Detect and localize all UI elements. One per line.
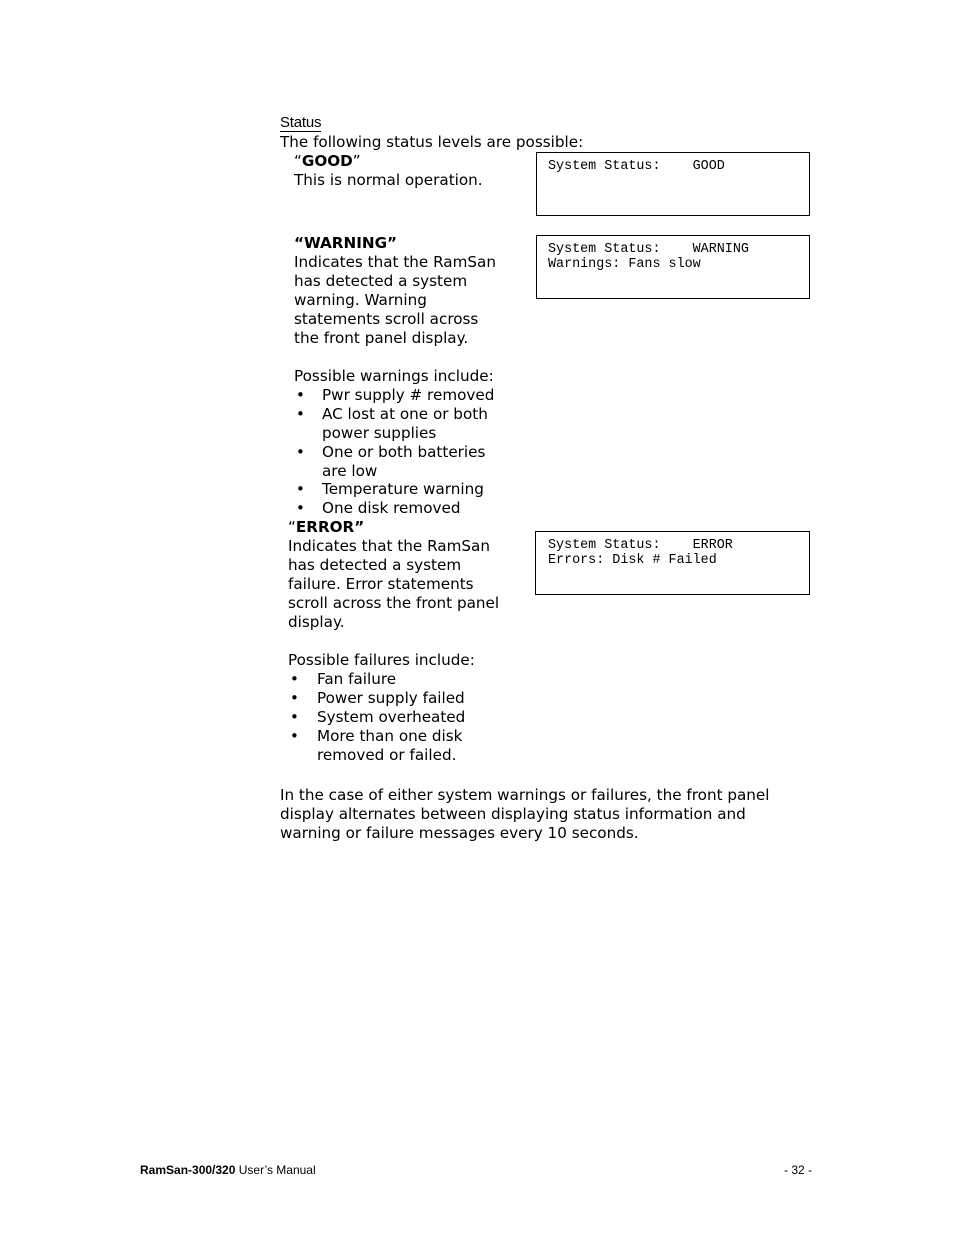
list-item: System overheated (317, 708, 466, 726)
bullet-icon: • (296, 443, 305, 461)
list-item-continuation: power supplies (322, 424, 437, 442)
warning-desc-line: Indicates that the RamSan (294, 253, 496, 271)
bullet-icon: • (290, 689, 299, 707)
warning-desc-line: warning. Warning (294, 291, 427, 309)
paragraph-line: In the case of either system warnings or failures, the front panel (280, 786, 770, 804)
paragraph-line: display alternates between displaying status information and (280, 805, 746, 823)
panel-line: System Status: WARNING (548, 242, 749, 257)
good-status-panel (536, 152, 810, 216)
error-desc-line: has detected a system (288, 556, 462, 574)
error-desc-line: failure. Error statements (288, 575, 474, 593)
bullet-icon: • (296, 480, 305, 498)
error-desc-line: Indicates that the RamSan (288, 537, 490, 555)
error-label: “ERROR” (288, 518, 365, 536)
page-number: - 32 - (784, 1163, 813, 1177)
warning-desc-line: the front panel display. (294, 329, 469, 347)
bullet-icon: • (290, 727, 299, 745)
bullet-icon: • (290, 708, 299, 726)
section-heading: Status (280, 114, 322, 131)
warning-label: “WARNING” (294, 234, 398, 252)
bullet-icon: • (296, 386, 305, 404)
error-desc-line: display. (288, 613, 345, 631)
warning-desc-line: has detected a system (294, 272, 468, 290)
list-item: AC lost at one or both (322, 405, 488, 423)
list-item: Pwr supply # removed (322, 386, 495, 404)
good-label: “GOOD” (294, 152, 361, 170)
panel-line: Warnings: Fans slow (548, 257, 701, 272)
failures-list-intro: Possible failures include: (288, 651, 475, 669)
warnings-list-intro: Possible warnings include: (294, 367, 494, 385)
panel-line: System Status: ERROR (548, 538, 733, 553)
list-item: Fan failure (317, 670, 397, 688)
error-status-panel (535, 531, 810, 595)
list-item-continuation: removed or failed. (317, 746, 457, 764)
warning-desc-line: statements scroll across (294, 310, 479, 328)
panel-line: Errors: Disk # Failed (548, 553, 717, 568)
bullet-icon: • (296, 405, 305, 423)
list-item: Temperature warning (322, 480, 484, 498)
bullet-icon: • (296, 499, 305, 517)
good-description: This is normal operation. (294, 171, 483, 189)
footer-title: RamSan-300/320 User’s Manual (140, 1163, 316, 1177)
warning-status-panel (536, 235, 810, 299)
list-item-continuation: are low (322, 462, 378, 480)
list-item: One disk removed (322, 499, 461, 517)
intro-text: The following status levels are possible: (280, 133, 584, 151)
error-desc-line: scroll across the front panel (288, 594, 500, 612)
panel-line: System Status: GOOD (548, 159, 725, 174)
paragraph-line: warning or failure messages every 10 seconds. (280, 824, 639, 842)
bullet-icon: • (290, 670, 299, 688)
list-item: Power supply failed (317, 689, 465, 707)
list-item: One or both batteries (322, 443, 486, 461)
list-item: More than one disk (317, 727, 463, 745)
